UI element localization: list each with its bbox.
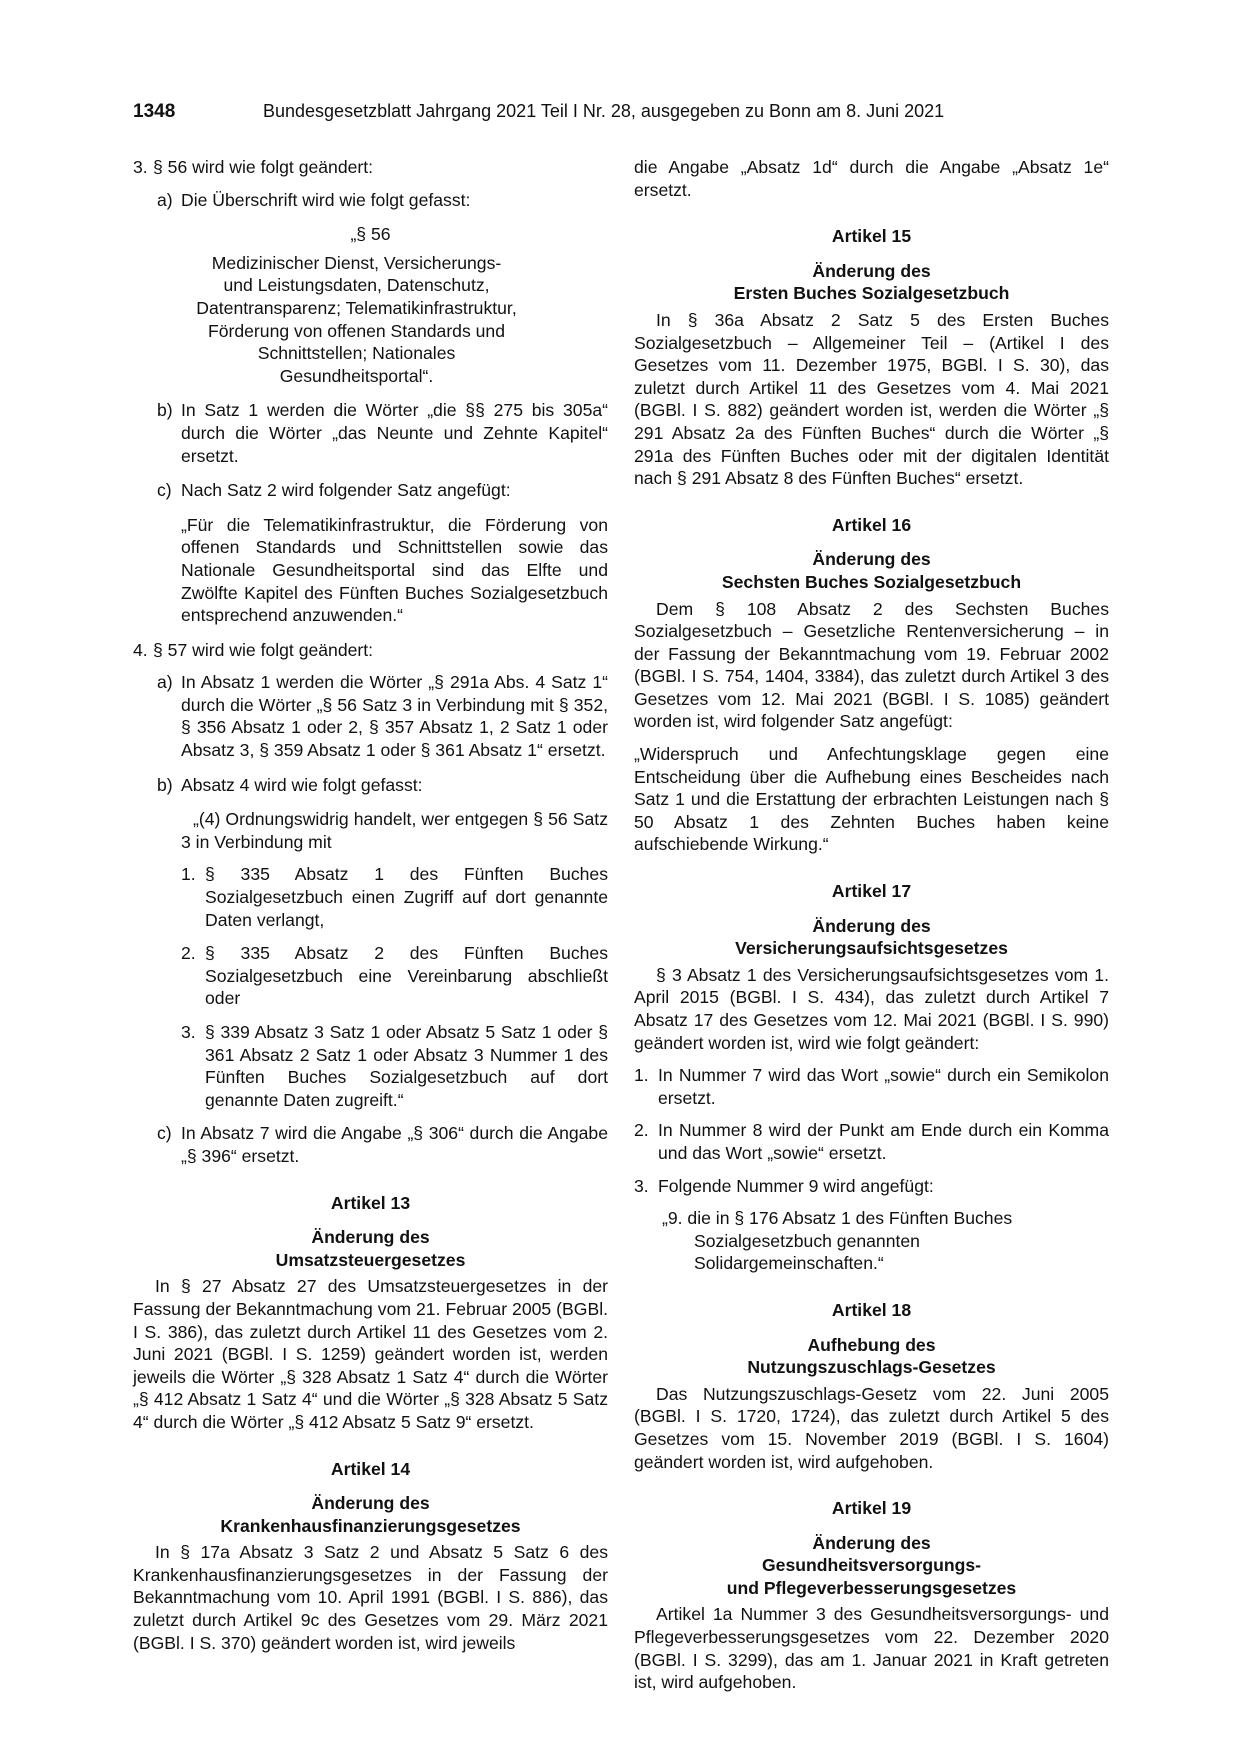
article-heading: Artikel 16 — [831, 514, 912, 535]
item-number: 3. — [133, 157, 148, 177]
item-letter: b) — [157, 774, 173, 795]
item-number: 4. — [133, 639, 148, 660]
item-text: In Absatz 7 wird die Angabe „§ 306“ durch die Angabe „§ 396“ ersetzt. — [181, 1123, 608, 1166]
quoted-sentence: „Widerspruch und Anfechtungsklage gegen eine Entscheidung über die Aufhebung eines Bescheides nach Satz 1 und die Erstattung der erbrachten Leistungen nach § 50 Absatz 1 des Zehnten Buches haben keine aufschiebende Wirkung.“ — [634, 744, 1109, 855]
article-subheading: Änderung des — [812, 260, 931, 281]
item-number: 1. — [634, 1065, 649, 1086]
article-subheading: Nutzungszuschlags-Gesetzes — [747, 1357, 996, 1378]
quoted-paragraph — [181, 808, 608, 853]
article-heading: Artikel 17 — [831, 881, 912, 902]
article-subheading: Aufhebung des — [807, 1334, 936, 1355]
article-body: In § 36a Absatz 2 Satz 5 des Ersten Buches Sozialgesetzbuch – Allgemeiner Teil – (Artikel I des Gesetzes vom 11. Dezember 1975, BGBl. I S. 30), das zuletzt durch Artikel 11 des Gesetzes vom 4. Mai 2021 (BGBl. I S. 882) geändert worden ist, werden die Wörter „§ 291 Absatz 2a des Fünften Buches“ durch die Wörter „§ 291a des Fünften Buches oder mit der digitalen Identität nach § 291 Absatz 8 des Fünften Buches“ ersetzt. — [634, 309, 1109, 489]
article-body: Das Nutzungszuschlags-Gesetz vom 22. Juni 2005 (BGBl. I S. 1720, 1724), das zuletzt durch Artikel 5 des Gesetzes vom 15. November 2019 (BGBl. I S. 1604) geändert worden ist, wird aufgehoben. — [634, 1383, 1109, 1472]
page-header-title: Bundesgesetzblatt Jahrgang 2021 Teil I Nr. 28, ausgegeben zu Bonn am 8. Juni 2021 — [263, 101, 945, 121]
article-heading: Artikel 15 — [831, 226, 912, 247]
article-body: In § 17a Absatz 3 Satz 2 und Absatz 5 Satz 6 des Krankenhausfinanzierungsgesetzes in der Fassung der Bekanntmachung vom 10. April 1991 (BGBl. I S. 886), das zuletzt durch Artikel 9c des Gesetzes vom 29. März 2021 (BGBl. I S. 370) geändert worden ist, wird jeweils — [133, 1542, 608, 1653]
right-column — [634, 156, 1109, 1704]
quoted-sentence: „Für die Telematikinfrastruktur, die Förderung von offenen Standards und Schnittstellen sowie das Nationale Gesundheitsportal sind das Elfte und Zwölfte Kapitel des Fünften Buches Sozialgesetzbuch entsprechend anzuwenden.“ — [181, 514, 608, 626]
article-subheading: Änderung des — [812, 549, 931, 570]
item-number: 2. — [181, 943, 196, 964]
article-body: Dem § 108 Absatz 2 des Sechsten Buches Sozialgesetzbuch – Gesetzliche Rentenversicherung – in der Fassung der Bekanntmachung vom 19. Februar 2002 (BGBl. I S. 754, 1404, 3384), das zuletzt durch Artikel 3 des Gesetzes vom 12. Mai 2021 (BGBl. I S. 1085) geändert worden ist, wird folgender Satz angefügt: — [634, 598, 1109, 732]
list-item — [133, 156, 608, 179]
list-item — [181, 863, 608, 931]
article-body: Artikel 1a Nummer 3 des Gesundheitsversorgungs- und Pflegeverbesserungsgesetzes vom 22. Dezember 2020 (BGBl. I S. 3299), das am 1. Januar 2021 in Kraft getreten ist, wird aufgehoben. — [634, 1604, 1109, 1693]
list-item — [157, 671, 608, 761]
list-item — [157, 399, 608, 467]
article-body: § 3 Absatz 1 des Versicherungsaufsichtsgesetzes vom 1. April 2015 (BGBl. I S. 434), das zuletzt durch Artikel 7 Absatz 17 des Gesetzes vom 12. Mai 2021 (BGBl. I S. 990) geändert worden ist, wird wie folgt geändert: — [634, 964, 1109, 1053]
quoted-item: „9. die in § 176 Absatz 1 des Fünften Buches Sozialgesetzbuch genannten Solidargemeinschaften.“ — [662, 1208, 1013, 1274]
article-subheading: Krankenhausfinanzierungsgesetzes — [220, 1515, 521, 1536]
article-body: In § 27 Absatz 27 des Umsatzsteuergesetzes in der Fassung der Bekanntmachung vom 21. Februar 2005 (BGBl. I S. 386), das zuletzt durch Artikel 11 des Gesetzes vom 2. Juni 2021 (BGBl. I S. 1259) geändert worden ist, werden jeweils die Wörter „§ 328 Absatz 1 Satz 4“ durch die Wörter „§ 412 Absatz 1 Satz 4“ und die Wörter „§ 328 Absatz 5 Satz 4“ durch die Wörter „§ 412 Absatz 5 Satz 9“ ersetzt. — [133, 1276, 608, 1432]
list-item — [157, 479, 608, 502]
item-number: 3. — [634, 1175, 649, 1196]
article-heading: Artikel 13 — [330, 1192, 411, 1213]
list-item — [181, 1021, 608, 1111]
page-number: 1348 — [133, 101, 176, 122]
list-item — [157, 774, 608, 797]
item-text: Die Überschrift wird wie folgt gefasst: — [181, 189, 471, 210]
quote-title: Medizinischer Dienst, Versicherungs- und Leistungsdaten, Datenschutz, Datentransparenz; Telematikinfrastruktur, Förderung von offenen Standards und Schnittstellen; Nationales Gesundheitsportal“. — [196, 252, 517, 386]
item-text: Absatz 4 wird wie folgt gefasst: — [181, 774, 423, 795]
article-subheading: Versicherungsaufsichtsgesetzes — [735, 938, 1008, 959]
item-number: 1. — [181, 864, 196, 885]
item-letter: c) — [157, 1123, 172, 1144]
list-item — [634, 1175, 1109, 1198]
article-heading: Artikel 14 — [330, 1458, 411, 1479]
item-text: In Satz 1 werden die Wörter „die §§ 275 bis 305a“ durch die Wörter „das Neunte und Zehnte Kapitel“ ersetzt. — [181, 400, 608, 466]
left-column — [133, 156, 608, 1664]
item-text: In Nummer 7 wird das Wort „sowie“ durch ein Semikolon ersetzt. — [658, 1065, 1109, 1108]
quoted-paragraph-text: „(4) Ordnungswidrig handelt, wer entgegen § 56 Satz 3 in Verbindung mit — [181, 809, 608, 852]
item-text: § 335 Absatz 1 des Fünften Buches Sozialgesetzbuch einen Zugriff auf dort genannte Daten verlangt, — [205, 864, 608, 930]
item-text: Folgende Nummer 9 wird angefügt: — [658, 1175, 934, 1196]
article-subheading: Änderung des — [311, 1493, 430, 1514]
item-text: Nach Satz 2 wird folgender Satz angefügt: — [181, 480, 511, 501]
list-item — [157, 1122, 608, 1167]
quote-paragraph-sign: „§ 56 — [350, 224, 391, 245]
article-subheading: Änderung des — [812, 1532, 931, 1553]
article-subheading: Umsatzsteuergesetzes — [275, 1249, 466, 1270]
list-item — [634, 1119, 1109, 1164]
list-item — [181, 942, 608, 1010]
item-text: § 56 wird wie folgt geändert: — [153, 157, 374, 177]
article-subheading: Ersten Buches Sozialgesetzbuch — [733, 283, 1010, 304]
article-heading: Artikel 18 — [831, 1299, 912, 1320]
item-text: In Nummer 8 wird der Punkt am Ende durch ein Komma und das Wort „sowie“ ersetzt. — [658, 1120, 1109, 1163]
item-text: § 339 Absatz 3 Satz 1 oder Absatz 5 Satz 1 oder § 361 Absatz 2 Satz 1 oder Absatz 3 Nummer 1 des Fünften Buches Sozialgesetzbuch auf dort genannte Daten zugreift.“ — [205, 1022, 608, 1110]
article-subheading: Änderung des — [812, 915, 931, 936]
list-item — [133, 639, 608, 662]
item-number: 3. — [181, 1022, 196, 1042]
article-subheading: und Pflegeverbesserungsgesetzes — [726, 1577, 1017, 1598]
continued-text: die Angabe „Absatz 1d“ durch die Angabe „Absatz 1e“ ersetzt. — [634, 157, 1109, 200]
item-letter: c) — [157, 480, 172, 501]
article-heading: Artikel 19 — [831, 1498, 912, 1519]
item-text: § 335 Absatz 2 des Fünften Buches Sozialgesetzbuch eine Vereinbarung abschließt oder — [205, 943, 608, 1009]
item-number: 2. — [634, 1120, 649, 1141]
list-item — [157, 189, 608, 212]
article-subheading: Gesundheitsversorgungs- — [762, 1555, 981, 1576]
item-letter: b) — [157, 400, 173, 421]
article-subheading: Änderung des — [311, 1227, 430, 1248]
item-letter: a) — [157, 189, 173, 210]
item-text: § 57 wird wie folgt geändert: — [153, 639, 374, 660]
item-letter: a) — [157, 672, 173, 693]
item-text: In Absatz 1 werden die Wörter „§ 291a Abs. 4 Satz 1“ durch die Wörter „§ 56 Satz 3 in Verbindung mit § 352, § 356 Absatz 1 oder 2, § 357 Absatz 1, 2 Satz 1 oder Absatz 3, § 359 Absatz 1 oder § 361 Absatz 1“ ersetzt. — [181, 672, 608, 761]
article-subheading: Sechsten Buches Sozialgesetzbuch — [721, 571, 1022, 592]
list-item — [634, 1064, 1109, 1109]
